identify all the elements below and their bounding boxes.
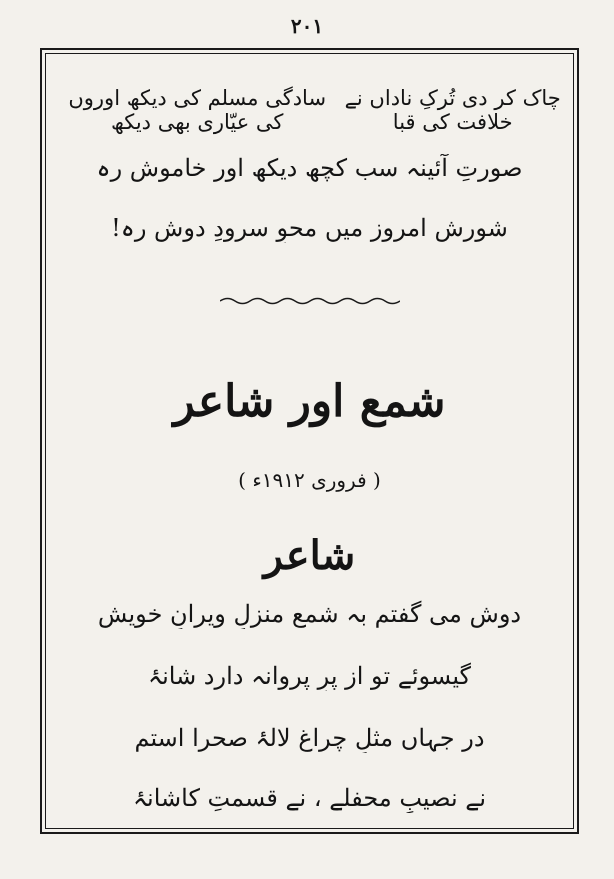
wavy-divider <box>220 296 400 306</box>
poem-date: ( فروری ۱۹۱۲ء ) <box>238 468 381 492</box>
page-number: ۲۰۱ <box>290 14 324 38</box>
opening-verse-line-2: صورتِ آئینہ سب کچھ دیکھ اور خاموش رہ <box>96 154 523 182</box>
opening-verse-left: سادگی مسلم کی دیکھ اوروں کی عیّاری بھی دیکھ <box>68 86 327 134</box>
speaker-heading: شاعر <box>263 532 356 579</box>
opening-verse-line-3: شورشِ امروز میں محوِ سرودِ دوش رہ! <box>111 214 508 242</box>
poem-title: شمع اور شاعر <box>173 376 446 427</box>
opening-couplet <box>48 86 571 134</box>
verse-line-1: دوش می گفتم بہ شمعِ منزلِ ویرانِ خویش <box>97 600 522 628</box>
verse-line-3: در جہاں مثلِ چراغِ لالۂ صحرا استم <box>134 724 485 752</box>
verse-line-2: گیسوئے تو از پرِ پروانہ دارد شانۂ <box>148 662 471 690</box>
opening-verse-right: چاک کر دی تُرکِ ناداں نے خلافت کی قبا <box>344 86 561 134</box>
page-content <box>48 56 571 826</box>
verse-line-4: نے نصیبِ محفلے ، نے قسمتِ کاشانۂ <box>132 784 487 812</box>
